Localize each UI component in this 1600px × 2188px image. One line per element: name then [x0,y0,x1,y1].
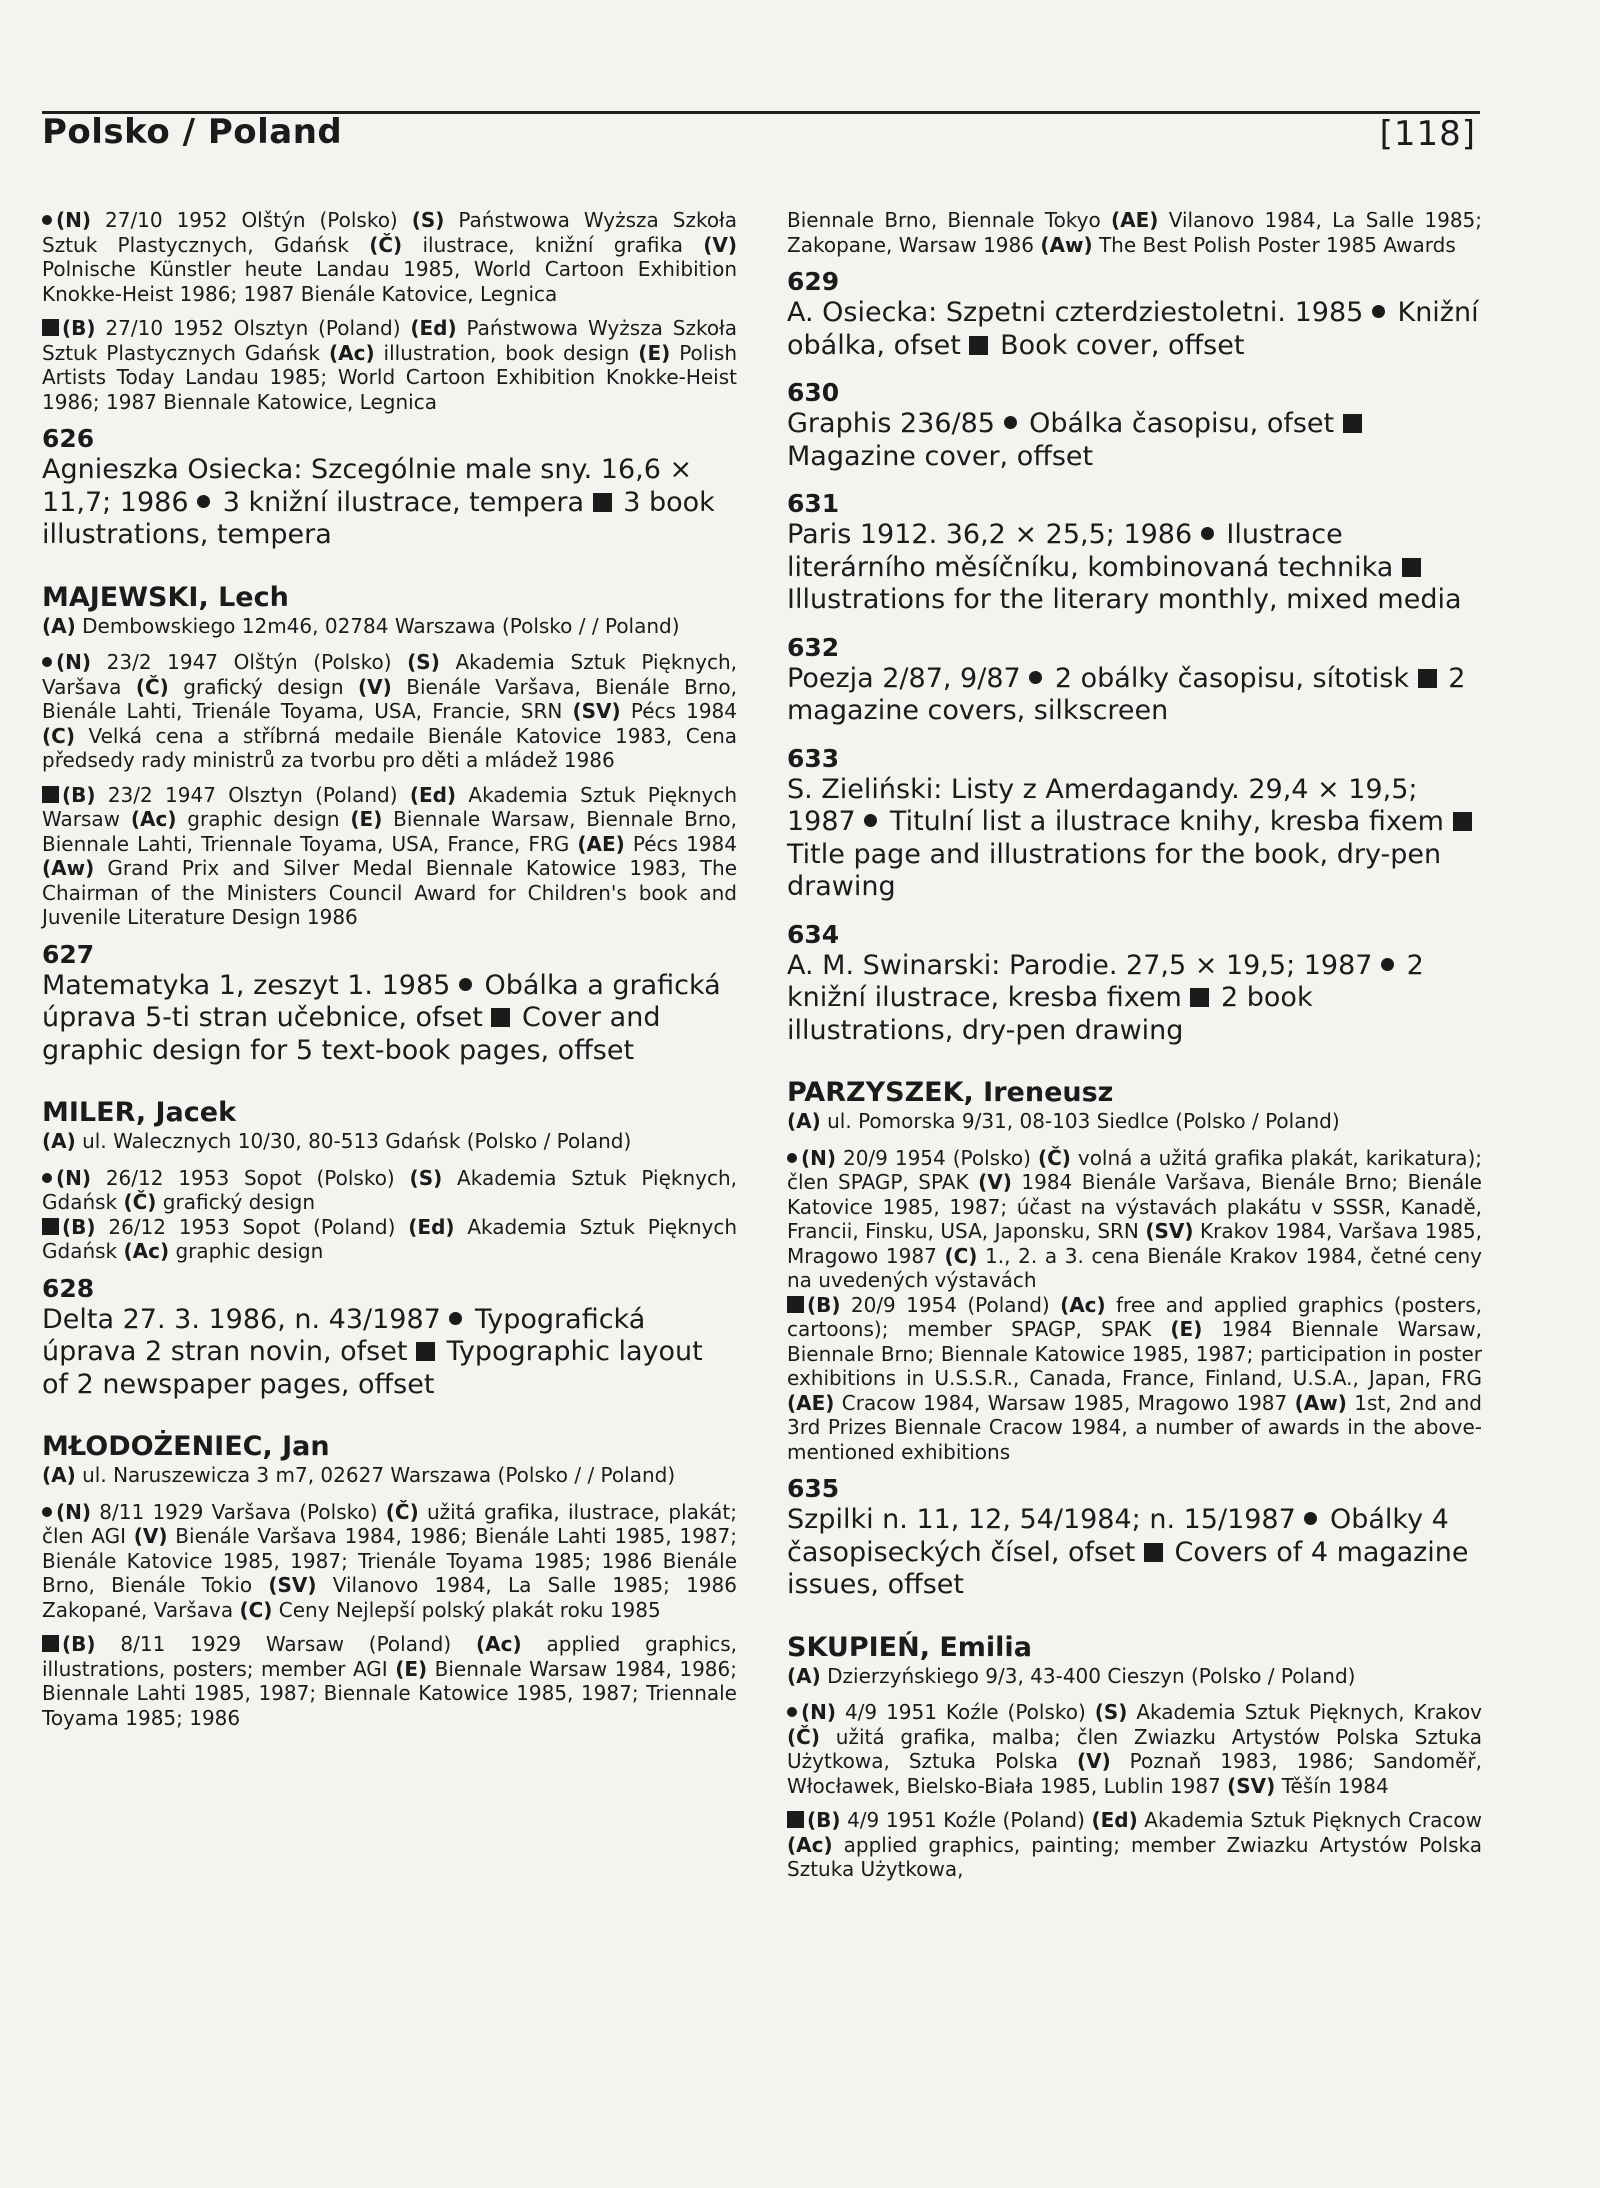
left-column [42,208,737,1740]
bio-text: (B) 8/11 1929 Warsaw (Poland) (Ac) applied graphics, illustrations, posters; member AGI (E) Biennale Warsaw 1984, 1986; Biennale Lahti 1985, 1987; Biennale Katowice 1985, 1987; Triennale Toyama 1985; 1986 [42,1632,737,1730]
work-desc-czech: Obálka a grafická úprava 5-ti stran učebnice, ofset [42,969,721,1033]
square-bullet-icon [1418,669,1437,688]
bio-czech [42,1166,737,1215]
bullet-dot-icon [42,657,52,667]
square-bullet-icon [416,1342,435,1361]
work-desc-english: 2 book illustrations, dry-pen drawing [787,982,1313,1046]
bullet-dot-icon [1372,305,1385,318]
catalog-number: 635 [787,1474,840,1503]
artist-name: SKUPIEŃ, Emilia [787,1631,1032,1663]
work-entry [42,970,737,1068]
bio-text: (N) 23/2 1947 Olštýn (Polsko) (S) Akademia Sztuk Pięknych, Varšava (Č) grafický design (V) Bienále Varšava, Bienále Brno, Bienále Lahti, Trienále Toyama, USA, Francie, SRN (SV) Pécs 1984 (C) Velká cena a stříbrná medaile Bienále Katovice 1983, Cena předsedy rady ministrů za tvorbu pro děti a mládež 1986 [42,650,737,772]
bio-czech [787,1146,1482,1293]
page-title: Polsko / Poland [42,112,343,152]
work-desc-english: Cover and graphic design for 5 text-book pages, offset [42,1002,661,1066]
work-desc-english: 3 book illustrations, tempera [42,486,715,550]
bullet-dot-icon [449,1312,462,1325]
artist-address: (A) ul. Walecznych 10/30, 80-513 Gdańsk (Polsko / Poland) [42,1129,632,1153]
square-bullet-icon [787,1296,804,1313]
work-entry [787,950,1482,1048]
catalog-number: 626 [42,424,95,453]
work-entry [787,297,1482,362]
bio-text: (B) 4/9 1951 Koźle (Poland) (Ed) Akademia Sztuk Pięknych Cracow (Ac) applied graphics, painting; member Zwiazku Artystów Polska Sztuka Użytkowa, [787,1808,1483,1881]
bio-english [42,783,737,930]
work-entry [42,1304,737,1402]
work-desc-english: Magazine cover, offset [787,440,1094,472]
artist-name: MILER, Jacek [42,1097,237,1128]
work-desc-czech: Knižní obálka, ofset [787,297,1479,361]
bio-text: (B) 27/10 1952 Olsztyn (Poland) (Ed) Państwowa Wyższa Szkoła Sztuk Plastycznych Gdańsk (Ac) illustration, book design (E) Polish Artists Today Landau 1985; World Cartoon Exhibition Knokke-Heist 1986; 1987 Biennale Katowice, Legnica [42,316,738,414]
bullet-dot-icon [1304,1512,1317,1525]
bio-english [787,1293,1482,1465]
bullet-dot-icon [459,978,472,991]
work-entry [787,408,1482,473]
square-bullet-icon [42,1218,59,1235]
bullet-dot-icon [42,1173,52,1183]
work-title: Agnieszka Osiecka: Szcególnie male sny. 16,6 × 11,7; 1986 [42,454,693,518]
bio-text: (N) 26/12 1953 Sopot (Polsko) (S) Akademia Sztuk Pięknych, Gdańsk (Č) grafický design [42,1165,737,1214]
bio-text: (N) 20/9 1954 (Polsko) (Č) volná a užitá grafika plakát, karikatura); člen SPAGP, SPAK (V) 1984 Bienále Varšava, Bienále Brno; Bienále Katovice 1985, 1987; účast na výstavách plakátu v SSSR, Kanadě, Francii, Finsku, USA, Japonsku, SRN (SV) Krakov 1984, Varšava 1985, Mragowo 1987 (C) 1., 2. a 3. cena Bienále Krakov 1984, četné ceny na uvedených výstavách [787,1145,1483,1292]
bio-czech [42,650,737,773]
work-entry [787,519,1482,617]
square-bullet-icon [42,1635,59,1652]
bio-english [42,1632,737,1730]
work-desc-english: Title page and illustrations for the book, dry-pen drawing [787,838,1442,902]
square-bullet-icon [491,1008,510,1027]
square-bullet-icon [969,336,988,355]
bio-english [787,1808,1482,1882]
artist-address: (A) ul. Pomorska 9/31, 08-103 Siedlce (Polsko / Poland) [787,1109,1340,1133]
work-title: A. M. Swinarski: Parodie. 27,5 × 19,5; 1987 [787,949,1373,981]
artist-address: (A) ul. Naruszewicza 3 m7, 02627 Warszawa (Polsko / / Poland) [42,1463,676,1487]
bullet-dot-icon [197,495,210,508]
bio-text: (B) 23/2 1947 Olsztyn (Poland) (Ed) Akademia Sztuk Pięknych Warsaw (Ac) graphic design (E) Biennale Warsaw, Biennale Brno, Biennale Lahti, Triennale Toyama, USA, France, FRG (AE) Pécs 1984 (Aw) Grand Prix and Silver Medal Biennale Katowice 1983, The Chairman of the Ministers Council Award for Children's book and Juvenile Literature Design 1986 [42,782,737,929]
bio-english [42,316,737,414]
square-bullet-icon [1144,1543,1163,1562]
artist-address: (A) Dzierzyńskiego 9/3, 43-400 Cieszyn (Polsko / Poland) [787,1663,1356,1688]
work-desc-czech: Titulní list a ilustrace knihy, kresba fixem [889,806,1444,837]
catalog-number: 628 [42,1273,95,1303]
right-column [787,208,1482,1892]
work-desc-english: Typographic layout of 2 newspaper pages, offset [42,1336,703,1400]
work-desc-english: Book cover, offset [1000,329,1245,361]
bio-text: (B) 26/12 1953 Sopot (Poland) (Ed) Akademia Sztuk Pięknych Gdańsk (Ac) graphic design [42,1214,738,1263]
square-bullet-icon [42,786,59,803]
work-title: Graphis 236/85 [787,408,995,439]
bio-english-continued: Biennale Brno, Biennale Tokyo (AE) Vilanovo 1984, La Salle 1985; Zakopane, Warsaw 1986 (Aw) The Best Polish Poster 1985 Awards [787,208,1483,257]
bullet-dot-icon [1381,958,1394,971]
bio-czech [787,1700,1482,1798]
work-desc-czech: Obálka časopisu, ofset [1029,408,1335,439]
square-bullet-icon [42,319,59,336]
bullet-dot-icon [864,814,877,827]
bio-czech [42,208,737,306]
work-desc-czech: 2 knižní ilustrace, kresba fixem [787,949,1424,1013]
work-desc-czech: 2 obálky časopisu, sítotisk [1054,662,1409,694]
work-title: S. Zieliński: Listy z Amerdagandy. 29,4 × 19,5; 1987 [787,773,1418,837]
work-title: Szpilki n. 11, 12, 54/1984; n. 15/1987 [787,1504,1296,1535]
page-number: [118] [1379,114,1476,154]
work-desc-english: Illustrations for the literary monthly, mixed media [787,584,1462,615]
bio-czech [42,1500,737,1623]
bullet-dot-icon [1004,416,1017,429]
catalog-number: 633 [787,743,840,773]
artist-address: (A) Dembowskiego 12m46, 02784 Warszawa (Polsko / / Poland) [42,613,680,638]
work-title: Poezja 2/87, 9/87 [787,662,1021,694]
square-bullet-icon [1402,558,1421,577]
work-entry [787,1504,1482,1602]
work-desc-english: Covers of 4 magazine issues, offset [787,1536,1469,1600]
catalog-number: 632 [787,632,840,662]
square-bullet-icon [593,493,612,512]
work-title: A. Osiecka: Szpetni czterdziestoletni. 1985 [787,297,1364,328]
bullet-dot-icon [1029,671,1042,684]
catalog-number: 631 [787,489,840,518]
work-title: Matematyka 1, zeszyt 1. 1985 [42,969,451,1001]
square-bullet-icon [787,1811,804,1828]
bullet-dot-icon [787,1153,797,1163]
bullet-dot-icon [42,1507,52,1517]
artist-name: PARZYSZEK, Ireneusz [787,1077,1114,1108]
square-bullet-icon [1343,414,1362,433]
bullet-dot-icon [42,215,52,225]
catalog-number: 630 [787,378,840,407]
bullet-dot-icon [1201,527,1214,540]
catalog-number: 634 [787,919,840,949]
work-desc-czech: Ilustrace literárního měsíčníku, kombinovaná technika [787,519,1394,583]
work-entry [787,774,1482,904]
work-title: Delta 27. 3. 1986, n. 43/1987 [42,1303,441,1335]
work-desc-english: 2 magazine covers, silkscreen [787,662,1466,726]
square-bullet-icon [1453,812,1472,831]
work-entry [787,663,1482,728]
work-entry [42,454,737,552]
work-title: Paris 1912. 36,2 × 25,5; 1986 [787,519,1193,550]
catalog-number: 629 [787,267,840,296]
artist-name: MŁODOŻENIEC, Jan [42,1431,330,1462]
work-desc-czech: Typografická úprava 2 stran novin, ofset [42,1303,646,1367]
bio-english [42,1215,737,1264]
work-desc-czech: 3 knižní ilustrace, tempera [222,486,585,518]
catalog-number: 627 [42,939,95,969]
bio-text: (N) 4/9 1951 Koźle (Polsko) (S) Akademia Sztuk Pięknych, Krakov (Č) užitá grafika, malba; člen Zwiazku Artystów Polska Sztuka Użytkowa, Sztuka Polska (V) Poznaň 1983, 1986; Sandoměř, Włocławek, Bielsko-Biała 1985, Lublin 1987 (SV) Těšín 1984 [787,1700,1483,1798]
bio-text: (N) 8/11 1929 Varšava (Polsko) (Č) užitá grafika, ilustrace, plakát; člen AGI (V) Bienále Varšava 1984, 1986; Bienále Lahti 1985, 1987; Bienále Katovice 1985, 1987; Trienále Toyama 1985; 1986 Bienále Brno, Bienále Tokio (SV) Vilanovo 1984, La Salle 1985; 1986 Zakopané, Varšava (C) Ceny Nejlepší polský plakát roku 1985 [42,1499,737,1622]
bio-text: (N) 27/10 1952 Olštýn (Polsko) (S) Państwowa Wyższa Szkoła Sztuk Plastycznych, Gdańsk (Č) ilustrace, knižní grafika (V) Polnische Künstler heute Landau 1985, World Cartoon Exhibition Knokke-Heist 1986; 1987 Bienále Katovice, Legnica [42,208,737,306]
work-desc-czech: Obálky 4 časopiseckých čísel, ofset [787,1504,1449,1568]
bio-text: (B) 20/9 1954 (Poland) (Ac) free and applied graphics (posters, cartoons); member SPAGP, SPAK (E) 1984 Biennale Warsaw, Biennale Brno; Biennale Katowice 1985, 1987; participation in poster exhibitions in U.S.S.R., Canada, France, Finland, U.S.A., Japan, FRG (AE) Cracow 1984, Warsaw 1985, Mragowo 1987 (Aw) 1st, 2nd and 3rd Prizes Biennale Cracow 1984, a number of awards in the above-mentioned exhibitions [787,1292,1483,1464]
bullet-dot-icon [787,1707,797,1717]
square-bullet-icon [1190,988,1209,1007]
artist-name: MAJEWSKI, Lech [42,581,289,613]
